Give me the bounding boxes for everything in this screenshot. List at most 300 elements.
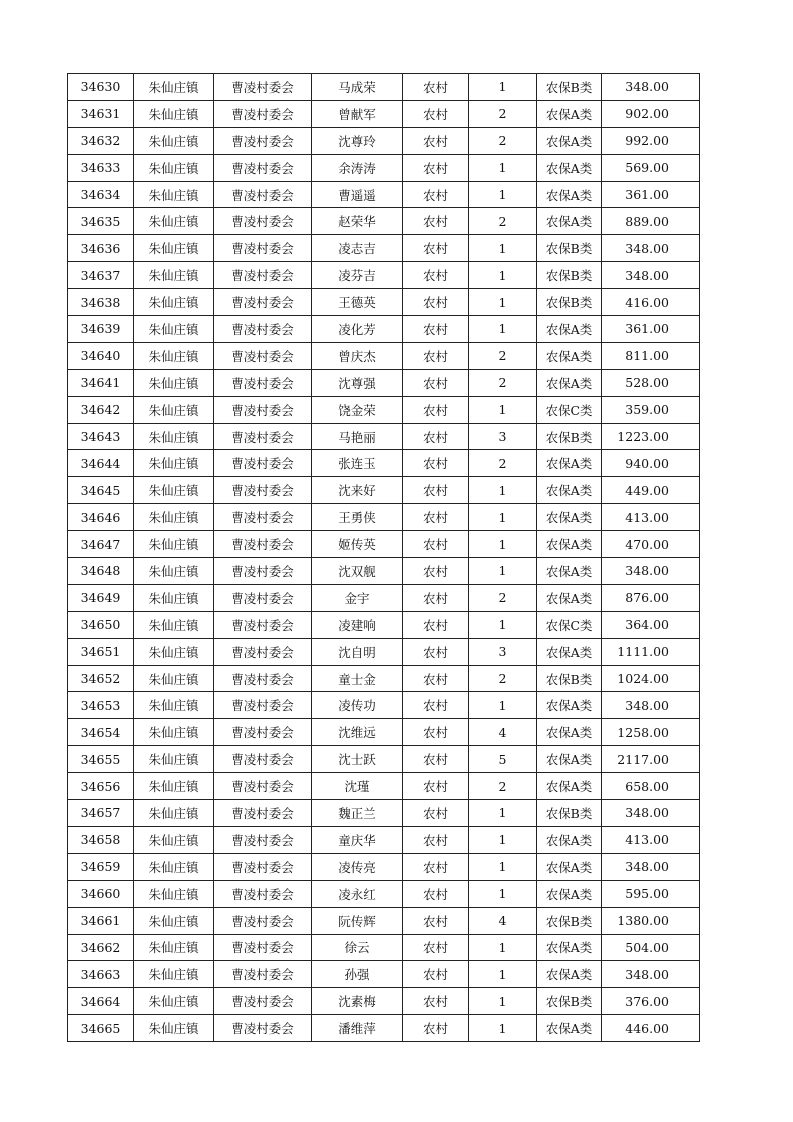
cell-amount: 348.00 xyxy=(602,74,700,101)
cell-type: 农村 xyxy=(403,638,469,665)
cell-count: 2 xyxy=(469,342,537,369)
cell-village: 曹凌村委会 xyxy=(214,369,312,396)
cell-category: 农保A类 xyxy=(537,316,602,343)
cell-id: 34646 xyxy=(68,504,134,531)
cell-name: 魏正兰 xyxy=(312,800,403,827)
cell-id: 34642 xyxy=(68,396,134,423)
cell-village: 曹凌村委会 xyxy=(214,423,312,450)
cell-type: 农村 xyxy=(403,665,469,692)
cell-amount: 902.00 xyxy=(602,100,700,127)
cell-count: 1 xyxy=(469,988,537,1015)
table-row xyxy=(68,988,700,1015)
cell-name: 沈瑾 xyxy=(312,773,403,800)
cell-town: 朱仙庄镇 xyxy=(134,396,214,423)
cell-town: 朱仙庄镇 xyxy=(134,342,214,369)
table-row xyxy=(68,961,700,988)
cell-town: 朱仙庄镇 xyxy=(134,692,214,719)
table-row xyxy=(68,181,700,208)
cell-count: 1 xyxy=(469,611,537,638)
cell-town: 朱仙庄镇 xyxy=(134,961,214,988)
table-row xyxy=(68,880,700,907)
cell-name: 赵荣华 xyxy=(312,208,403,235)
cell-type: 农村 xyxy=(403,880,469,907)
cell-name: 沈尊玲 xyxy=(312,127,403,154)
cell-amount: 1380.00 xyxy=(602,907,700,934)
table-row xyxy=(68,208,700,235)
table-row xyxy=(68,638,700,665)
cell-type: 农村 xyxy=(403,826,469,853)
cell-type: 农村 xyxy=(403,450,469,477)
cell-name: 潘维萍 xyxy=(312,1015,403,1042)
cell-village: 曹凌村委会 xyxy=(214,342,312,369)
cell-count: 1 xyxy=(469,504,537,531)
cell-name: 马艳丽 xyxy=(312,423,403,450)
cell-id: 34656 xyxy=(68,773,134,800)
cell-type: 农村 xyxy=(403,719,469,746)
cell-name: 童庆华 xyxy=(312,826,403,853)
table-row xyxy=(68,235,700,262)
cell-category: 农保A类 xyxy=(537,154,602,181)
cell-count: 1 xyxy=(469,800,537,827)
cell-village: 曹凌村委会 xyxy=(214,181,312,208)
table-row xyxy=(68,423,700,450)
cell-type: 农村 xyxy=(403,531,469,558)
cell-type: 农村 xyxy=(403,235,469,262)
cell-category: 农保A类 xyxy=(537,961,602,988)
cell-type: 农村 xyxy=(403,262,469,289)
cell-town: 朱仙庄镇 xyxy=(134,584,214,611)
cell-village: 曹凌村委会 xyxy=(214,880,312,907)
cell-town: 朱仙庄镇 xyxy=(134,423,214,450)
cell-id: 34649 xyxy=(68,584,134,611)
cell-village: 曹凌村委会 xyxy=(214,1015,312,1042)
cell-amount: 569.00 xyxy=(602,154,700,181)
cell-count: 1 xyxy=(469,826,537,853)
cell-category: 农保B类 xyxy=(537,235,602,262)
cell-town: 朱仙庄镇 xyxy=(134,611,214,638)
table-row xyxy=(68,611,700,638)
table-body xyxy=(68,74,700,1042)
cell-town: 朱仙庄镇 xyxy=(134,934,214,961)
table-row xyxy=(68,396,700,423)
cell-village: 曹凌村委会 xyxy=(214,719,312,746)
cell-type: 农村 xyxy=(403,208,469,235)
table-row xyxy=(68,1015,700,1042)
cell-category: 农保B类 xyxy=(537,423,602,450)
cell-name: 徐云 xyxy=(312,934,403,961)
cell-category: 农保A类 xyxy=(537,208,602,235)
cell-town: 朱仙庄镇 xyxy=(134,531,214,558)
cell-name: 凌传功 xyxy=(312,692,403,719)
cell-town: 朱仙庄镇 xyxy=(134,74,214,101)
cell-category: 农保A类 xyxy=(537,638,602,665)
cell-village: 曹凌村委会 xyxy=(214,746,312,773)
cell-amount: 658.00 xyxy=(602,773,700,800)
cell-village: 曹凌村委会 xyxy=(214,74,312,101)
cell-count: 1 xyxy=(469,74,537,101)
cell-type: 农村 xyxy=(403,773,469,800)
cell-type: 农村 xyxy=(403,988,469,1015)
cell-name: 曹遥遥 xyxy=(312,181,403,208)
table-row xyxy=(68,907,700,934)
cell-count: 1 xyxy=(469,262,537,289)
cell-count: 1 xyxy=(469,853,537,880)
cell-id: 34644 xyxy=(68,450,134,477)
cell-town: 朱仙庄镇 xyxy=(134,262,214,289)
cell-village: 曹凌村委会 xyxy=(214,853,312,880)
cell-name: 曾献军 xyxy=(312,100,403,127)
cell-category: 农保A类 xyxy=(537,531,602,558)
cell-town: 朱仙庄镇 xyxy=(134,181,214,208)
cell-name: 张连玉 xyxy=(312,450,403,477)
cell-type: 农村 xyxy=(403,584,469,611)
cell-type: 农村 xyxy=(403,1015,469,1042)
cell-id: 34633 xyxy=(68,154,134,181)
cell-amount: 348.00 xyxy=(602,800,700,827)
cell-name: 沈维远 xyxy=(312,719,403,746)
cell-count: 1 xyxy=(469,934,537,961)
table-row xyxy=(68,558,700,585)
cell-name: 阮传辉 xyxy=(312,907,403,934)
cell-town: 朱仙庄镇 xyxy=(134,477,214,504)
cell-category: 农保A类 xyxy=(537,719,602,746)
cell-amount: 348.00 xyxy=(602,961,700,988)
cell-category: 农保B类 xyxy=(537,907,602,934)
cell-name: 凌化芳 xyxy=(312,316,403,343)
cell-category: 农保A类 xyxy=(537,181,602,208)
table-row xyxy=(68,665,700,692)
cell-town: 朱仙庄镇 xyxy=(134,907,214,934)
cell-category: 农保A类 xyxy=(537,450,602,477)
cell-count: 5 xyxy=(469,746,537,773)
cell-id: 34636 xyxy=(68,235,134,262)
cell-count: 2 xyxy=(469,773,537,800)
cell-amount: 348.00 xyxy=(602,692,700,719)
table-row xyxy=(68,100,700,127)
cell-village: 曹凌村委会 xyxy=(214,961,312,988)
table-row xyxy=(68,450,700,477)
table-row xyxy=(68,800,700,827)
cell-type: 农村 xyxy=(403,611,469,638)
cell-id: 34651 xyxy=(68,638,134,665)
cell-amount: 2117.00 xyxy=(602,746,700,773)
cell-town: 朱仙庄镇 xyxy=(134,746,214,773)
cell-town: 朱仙庄镇 xyxy=(134,369,214,396)
table-row xyxy=(68,853,700,880)
cell-amount: 504.00 xyxy=(602,934,700,961)
cell-id: 34640 xyxy=(68,342,134,369)
cell-name: 姬传英 xyxy=(312,531,403,558)
table-row xyxy=(68,316,700,343)
cell-name: 凌建响 xyxy=(312,611,403,638)
cell-type: 农村 xyxy=(403,934,469,961)
cell-town: 朱仙庄镇 xyxy=(134,154,214,181)
cell-village: 曹凌村委会 xyxy=(214,396,312,423)
cell-name: 沈双舰 xyxy=(312,558,403,585)
cell-name: 凌芬吉 xyxy=(312,262,403,289)
cell-town: 朱仙庄镇 xyxy=(134,665,214,692)
cell-category: 农保B类 xyxy=(537,800,602,827)
cell-category: 农保B类 xyxy=(537,988,602,1015)
cell-amount: 413.00 xyxy=(602,504,700,531)
cell-id: 34653 xyxy=(68,692,134,719)
cell-town: 朱仙庄镇 xyxy=(134,880,214,907)
cell-category: 农保A类 xyxy=(537,692,602,719)
cell-id: 34652 xyxy=(68,665,134,692)
cell-amount: 876.00 xyxy=(602,584,700,611)
cell-id: 34662 xyxy=(68,934,134,961)
cell-name: 金宇 xyxy=(312,584,403,611)
cell-amount: 1024.00 xyxy=(602,665,700,692)
cell-amount: 940.00 xyxy=(602,450,700,477)
cell-type: 农村 xyxy=(403,558,469,585)
cell-id: 34647 xyxy=(68,531,134,558)
cell-id: 34635 xyxy=(68,208,134,235)
cell-town: 朱仙庄镇 xyxy=(134,289,214,316)
cell-town: 朱仙庄镇 xyxy=(134,1015,214,1042)
cell-count: 1 xyxy=(469,531,537,558)
cell-village: 曹凌村委会 xyxy=(214,584,312,611)
cell-amount: 811.00 xyxy=(602,342,700,369)
table-row xyxy=(68,746,700,773)
cell-name: 余涛涛 xyxy=(312,154,403,181)
cell-id: 34657 xyxy=(68,800,134,827)
cell-count: 1 xyxy=(469,181,537,208)
cell-name: 饶金荣 xyxy=(312,396,403,423)
cell-count: 4 xyxy=(469,719,537,746)
cell-id: 34634 xyxy=(68,181,134,208)
cell-amount: 361.00 xyxy=(602,316,700,343)
cell-town: 朱仙庄镇 xyxy=(134,800,214,827)
cell-town: 朱仙庄镇 xyxy=(134,826,214,853)
cell-id: 34665 xyxy=(68,1015,134,1042)
cell-count: 4 xyxy=(469,907,537,934)
cell-category: 农保A类 xyxy=(537,477,602,504)
cell-count: 3 xyxy=(469,638,537,665)
cell-count: 1 xyxy=(469,235,537,262)
cell-amount: 416.00 xyxy=(602,289,700,316)
cell-town: 朱仙庄镇 xyxy=(134,100,214,127)
cell-name: 马成荣 xyxy=(312,74,403,101)
cell-category: 农保A类 xyxy=(537,127,602,154)
table-row xyxy=(68,719,700,746)
cell-town: 朱仙庄镇 xyxy=(134,988,214,1015)
cell-category: 农保A类 xyxy=(537,773,602,800)
cell-village: 曹凌村委会 xyxy=(214,262,312,289)
cell-village: 曹凌村委会 xyxy=(214,504,312,531)
cell-amount: 376.00 xyxy=(602,988,700,1015)
cell-village: 曹凌村委会 xyxy=(214,826,312,853)
cell-count: 1 xyxy=(469,558,537,585)
cell-id: 34637 xyxy=(68,262,134,289)
cell-category: 农保A类 xyxy=(537,504,602,531)
cell-count: 1 xyxy=(469,1015,537,1042)
cell-count: 3 xyxy=(469,423,537,450)
cell-category: 农保B类 xyxy=(537,665,602,692)
cell-name: 凌永红 xyxy=(312,880,403,907)
cell-town: 朱仙庄镇 xyxy=(134,719,214,746)
cell-amount: 889.00 xyxy=(602,208,700,235)
cell-category: 农保B类 xyxy=(537,74,602,101)
table-row xyxy=(68,74,700,101)
cell-type: 农村 xyxy=(403,342,469,369)
cell-village: 曹凌村委会 xyxy=(214,638,312,665)
table-row xyxy=(68,369,700,396)
cell-amount: 449.00 xyxy=(602,477,700,504)
cell-count: 2 xyxy=(469,127,537,154)
cell-type: 农村 xyxy=(403,154,469,181)
cell-village: 曹凌村委会 xyxy=(214,611,312,638)
cell-amount: 361.00 xyxy=(602,181,700,208)
cell-amount: 595.00 xyxy=(602,880,700,907)
cell-village: 曹凌村委会 xyxy=(214,988,312,1015)
cell-id: 34650 xyxy=(68,611,134,638)
table-row xyxy=(68,934,700,961)
cell-name: 曾庆杰 xyxy=(312,342,403,369)
table-row xyxy=(68,584,700,611)
cell-amount: 364.00 xyxy=(602,611,700,638)
cell-category: 农保A类 xyxy=(537,1015,602,1042)
cell-type: 农村 xyxy=(403,961,469,988)
cell-category: 农保A类 xyxy=(537,746,602,773)
cell-id: 34661 xyxy=(68,907,134,934)
cell-amount: 1223.00 xyxy=(602,423,700,450)
cell-name: 孙强 xyxy=(312,961,403,988)
cell-id: 34654 xyxy=(68,719,134,746)
cell-id: 34663 xyxy=(68,961,134,988)
cell-village: 曹凌村委会 xyxy=(214,289,312,316)
cell-type: 农村 xyxy=(403,181,469,208)
cell-count: 1 xyxy=(469,880,537,907)
cell-town: 朱仙庄镇 xyxy=(134,773,214,800)
cell-type: 农村 xyxy=(403,74,469,101)
cell-category: 农保A类 xyxy=(537,853,602,880)
cell-village: 曹凌村委会 xyxy=(214,531,312,558)
cell-village: 曹凌村委会 xyxy=(214,692,312,719)
cell-town: 朱仙庄镇 xyxy=(134,235,214,262)
cell-amount: 470.00 xyxy=(602,531,700,558)
cell-name: 王德英 xyxy=(312,289,403,316)
cell-id: 34660 xyxy=(68,880,134,907)
cell-id: 34658 xyxy=(68,826,134,853)
cell-id: 34641 xyxy=(68,369,134,396)
cell-type: 农村 xyxy=(403,853,469,880)
cell-amount: 413.00 xyxy=(602,826,700,853)
cell-amount: 359.00 xyxy=(602,396,700,423)
cell-village: 曹凌村委会 xyxy=(214,450,312,477)
cell-village: 曹凌村委会 xyxy=(214,665,312,692)
cell-village: 曹凌村委会 xyxy=(214,154,312,181)
cell-town: 朱仙庄镇 xyxy=(134,638,214,665)
cell-village: 曹凌村委会 xyxy=(214,907,312,934)
cell-category: 农保C类 xyxy=(537,396,602,423)
cell-id: 34655 xyxy=(68,746,134,773)
cell-type: 农村 xyxy=(403,800,469,827)
cell-count: 2 xyxy=(469,369,537,396)
cell-type: 农村 xyxy=(403,907,469,934)
cell-amount: 348.00 xyxy=(602,235,700,262)
cell-category: 农保A类 xyxy=(537,934,602,961)
cell-id: 34639 xyxy=(68,316,134,343)
cell-amount: 528.00 xyxy=(602,369,700,396)
table-row xyxy=(68,342,700,369)
cell-town: 朱仙庄镇 xyxy=(134,316,214,343)
cell-amount: 348.00 xyxy=(602,262,700,289)
table-row xyxy=(68,154,700,181)
cell-count: 2 xyxy=(469,100,537,127)
cell-village: 曹凌村委会 xyxy=(214,773,312,800)
cell-village: 曹凌村委会 xyxy=(214,558,312,585)
cell-category: 农保A类 xyxy=(537,558,602,585)
cell-count: 1 xyxy=(469,154,537,181)
cell-category: 农保B类 xyxy=(537,262,602,289)
cell-village: 曹凌村委会 xyxy=(214,934,312,961)
cell-town: 朱仙庄镇 xyxy=(134,208,214,235)
table-row xyxy=(68,692,700,719)
cell-category: 农保A类 xyxy=(537,880,602,907)
cell-count: 2 xyxy=(469,208,537,235)
table-row xyxy=(68,262,700,289)
cell-category: 农保A类 xyxy=(537,584,602,611)
cell-id: 34643 xyxy=(68,423,134,450)
cell-town: 朱仙庄镇 xyxy=(134,558,214,585)
cell-name: 沈自明 xyxy=(312,638,403,665)
cell-id: 34631 xyxy=(68,100,134,127)
cell-count: 1 xyxy=(469,316,537,343)
cell-name: 凌志吉 xyxy=(312,235,403,262)
cell-type: 农村 xyxy=(403,692,469,719)
cell-count: 2 xyxy=(469,665,537,692)
cell-amount: 1258.00 xyxy=(602,719,700,746)
cell-id: 34664 xyxy=(68,988,134,1015)
cell-name: 沈素梅 xyxy=(312,988,403,1015)
cell-category: 农保B类 xyxy=(537,289,602,316)
cell-village: 曹凌村委会 xyxy=(214,800,312,827)
cell-amount: 348.00 xyxy=(602,853,700,880)
cell-type: 农村 xyxy=(403,316,469,343)
cell-id: 34632 xyxy=(68,127,134,154)
cell-category: 农保C类 xyxy=(537,611,602,638)
cell-town: 朱仙庄镇 xyxy=(134,450,214,477)
cell-type: 农村 xyxy=(403,100,469,127)
cell-type: 农村 xyxy=(403,423,469,450)
cell-name: 沈尊强 xyxy=(312,369,403,396)
cell-amount: 992.00 xyxy=(602,127,700,154)
table-row xyxy=(68,773,700,800)
cell-town: 朱仙庄镇 xyxy=(134,853,214,880)
cell-name: 沈士跃 xyxy=(312,746,403,773)
cell-type: 农村 xyxy=(403,127,469,154)
cell-village: 曹凌村委会 xyxy=(214,127,312,154)
table-row xyxy=(68,477,700,504)
cell-amount: 446.00 xyxy=(602,1015,700,1042)
cell-village: 曹凌村委会 xyxy=(214,100,312,127)
cell-type: 农村 xyxy=(403,369,469,396)
cell-category: 农保A类 xyxy=(537,100,602,127)
cell-name: 童士金 xyxy=(312,665,403,692)
cell-type: 农村 xyxy=(403,504,469,531)
table-row xyxy=(68,531,700,558)
cell-count: 1 xyxy=(469,692,537,719)
table-row xyxy=(68,289,700,316)
cell-count: 2 xyxy=(469,584,537,611)
cell-count: 1 xyxy=(469,289,537,316)
cell-count: 2 xyxy=(469,450,537,477)
cell-village: 曹凌村委会 xyxy=(214,316,312,343)
cell-id: 34630 xyxy=(68,74,134,101)
cell-category: 农保A类 xyxy=(537,369,602,396)
cell-name: 沈来好 xyxy=(312,477,403,504)
